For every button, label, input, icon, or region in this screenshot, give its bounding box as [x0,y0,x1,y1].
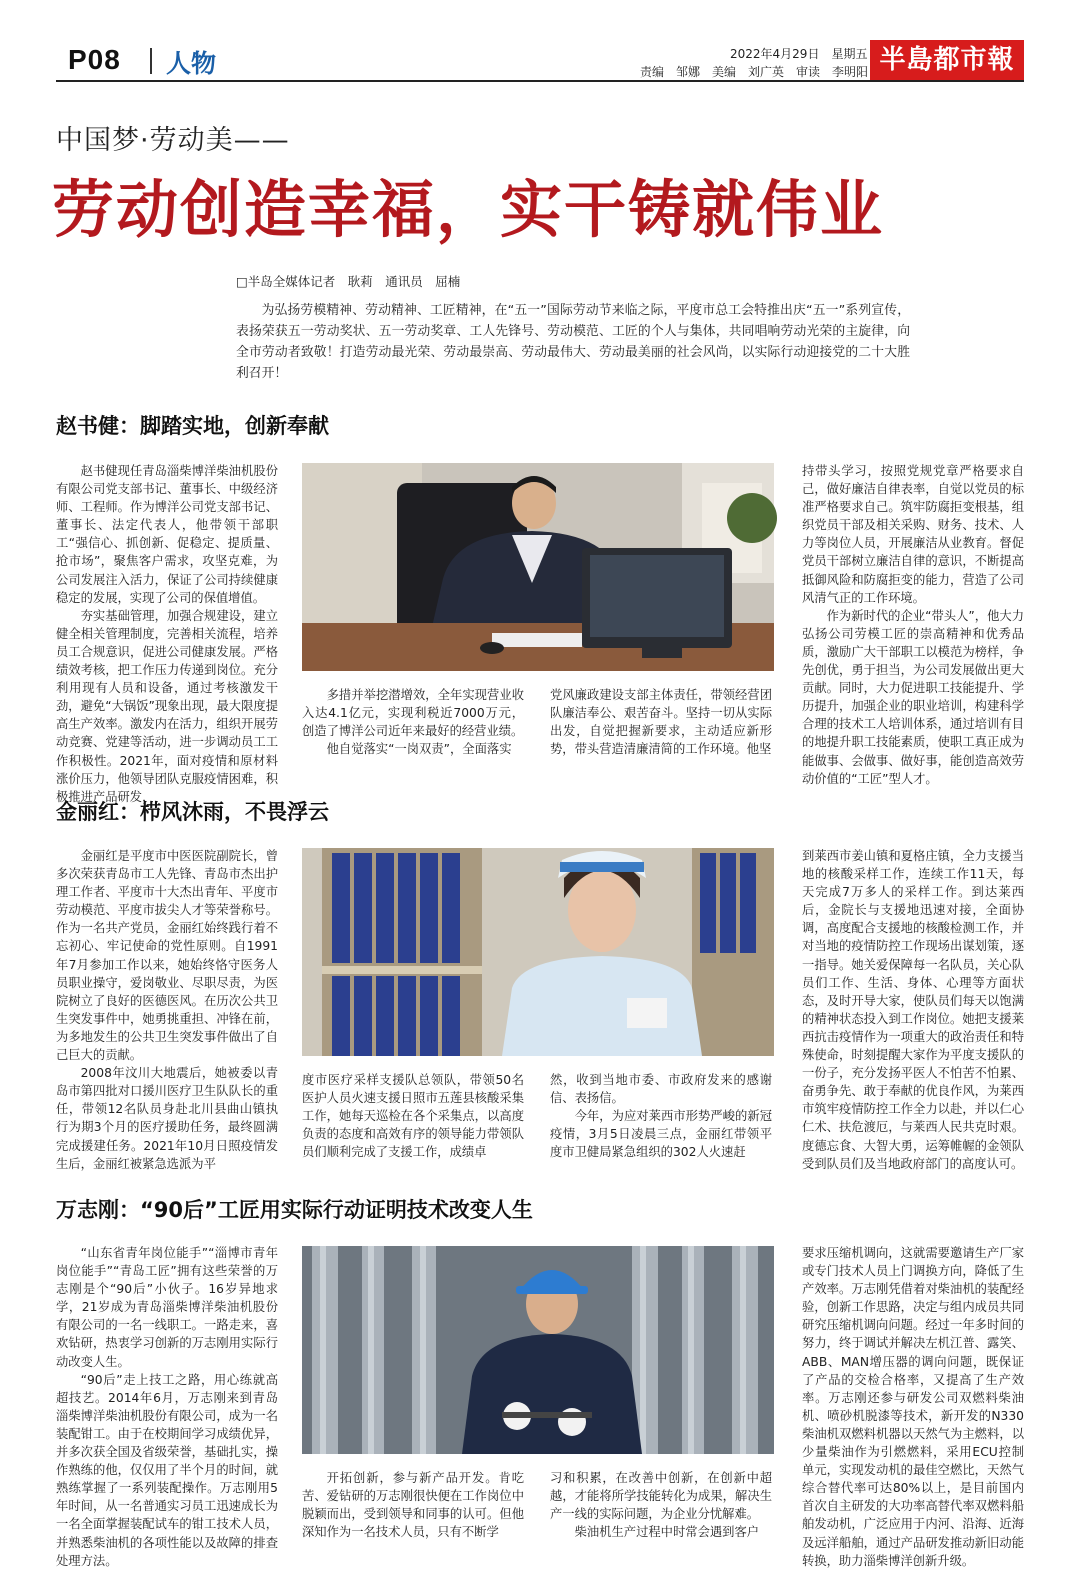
section-2-col-1: 金丽红是平度市中医医院副院长，曾多次荣获青岛市工人先锋、青岛市杰出护理工作者、平度市十大杰出青年、平度市劳动模范、平度市拔尖人才等荣誉称号。作为一名共产党员，金丽红始终践行着不忘初心、牢记使命的党性原则。自1991年7月参加工作以来，她始终恪守医务人员职业操守，爱岗敬业、尽职尽责，为医院树立了良好的医德医风。在历次公共卫生突发事件中，她勇挑重担、冲锋在前，为多地发生的公共卫生突发事件做出了自己巨大的贡献。 2008年汶川大地震后，她被委以青岛市第四批对口援川医疗卫生队队长的重任，带领12名队员身赴北川县曲山镇执行为期3个月的医疗援助任务，最终圆满完成援建任务。2021年10月日照疫情发生后，金丽红被紧急选派为平 [56,849,278,1171]
editor-credits: 责编 邹娜 美编 刘广英 审读 李明阳 [640,65,869,79]
section-3-title: 万志刚：“90后”工匠用实际行动证明技术改变人生 [56,1198,533,1222]
page-number: P08 [68,44,121,75]
section-2-col-3: 然，收到当地市委、市政府发来的感谢信、表扬信。 今年，为应对莱西市形势严峻的新冠疫情，3月5日凌晨三点，金丽红带领平度市卫健局紧急组织的302人火速赶 [550,1073,772,1160]
section-1-title: 赵书健：脚踏实地，创新奉献 [56,414,329,438]
header-rule [56,80,1024,82]
section-1-col-1: 赵书健现任青岛淄柴博洋柴油机股份有限公司党支部书记、董事长、中级经济师、工程师。作为博洋公司党支部书记、董事长、法定代表人，他带领干部职工“强信心、抓创新、促稳定、提质量、抢市场”，聚焦客户需求，攻坚克难，为公司发展注入活力，保证了公司持续健康稳定的发展，实现了公司的保值增值。 夯实基础管理，加强合规建设，建立健全相关管理制度，完善相关流程，培养员工合规意识，促进公司健康发展。严格绩效考核，把工作压力传递到岗位。充分利用现有人员和设备，通过考核激发干劲，避免“大锅饭”现象出现，最大限度提高生产效率。激发内在活力，组织开展劳动竞赛、党建等活动，进一步调动员工工作积极性。2021年，面对疫情和原材料涨价压力，他领导团队克服疫情困难，积极推进产品研发， [56,464,278,804]
section-label: 人物 [166,49,217,78]
section-1-photo [302,463,774,671]
worker-in-hardhat-photo [302,1246,774,1454]
section-3-col-2: 开拓创新，参与新产品开发。肯吃苦、爱钻研的万志刚很快便在工作岗位中脱颖而出，受到领导和同事的认可。但他深知作为一名技术人员，只有不断学 [302,1471,524,1540]
intro-paragraph: 为弘扬劳模精神、劳动精神、工匠精神，在“五一”国际劳动节来临之际，平度市总工会特推出庆“五一”系列宣传，表扬荣获五一劳动奖状、五一劳动奖章、工人先锋号、劳动模范、工匠的个人与集体，共同唱响劳动光荣的主旋律，向全市劳动者致敬！打造劳动最光荣、劳动最崇高、劳动最伟大、劳动最美丽的社会风尚，以实际行动迎接党的二十大胜利召开！ [236,303,910,381]
section-3-col-3: 习和积累，在改善中创新，在创新中超越，才能将所学技能转化为成果，解决生产一线的实际问题，为企业分忧解难。 柴油机生产过程中时常会遇到客户 [550,1471,772,1540]
section-3-col-1: “山东省青年岗位能手”“淄博市青年岗位能手”“青岛工匠”拥有这些荣誉的万志刚是个“90后”小伙子。16岁异地求学，21岁成为青岛淄柴博洋柴油机股份有限公司的一名一线职工。一路走来，喜欢钻研，热衷学习创新的万志刚用实际行动改变人生。 “90后”走上技工之路，用心练就高超技艺。2014年6月，万志刚来到青岛淄柴博洋柴油机股份有限公司，成为一名装配钳工。由于在校期间学习成绩优异，并多次获全国及省级荣誉，基础扎实，操作熟练的他，仅仅用了半个月的时间，就熟练掌握了一系列装配操作。万志刚用5年时间，从一名普通实习员工迅速成长为一名全面掌握装配试车的钳工技术人员，并熟悉柴油机的各项性能以及故障的排查处理方法。 [56,1246,278,1568]
section-1-col-2: 多措并举挖潜增效，全年实现营业收入达4.1亿元，实现利税近7000万元，创造了博洋公司近年来最好的经营业绩。 他自觉落实“一岗双责”，全面落实 [302,688,524,757]
man-at-office-desk-photo [302,463,774,671]
issue-date: 2022年4月29日 星期五 [730,47,868,61]
section-2-col-2: 度市医疗采样支援队总领队，带领50名医护人员火速支援日照市五莲县核酸采集工作，她每天巡检在各个采集点，以高度负责的态度和高效有序的领导能力带领队员们顺利完成了支援工作，成绩卓 [302,1073,524,1160]
section-1-col-4: 持带头学习，按照党规党章严格要求自己，做好廉洁自律表率，自觉以党员的标准严格要求自己。筑牢防腐拒变根基，组织党员干部及相关采购、财务、技术、人力等岗位人员，开展廉洁从业教育。督促党员干部树立廉洁自律的意识，不断提高抵御风险和防腐拒变的能力，营造了公司风清气正的工作环境。 作为新时代的企业“带头人”，他大力弘扬公司劳模工匠的崇高精神和优秀品质，激励广大干部职工以模范为榜样，争先创优，勇于担当，为公司发展做出更大贡献。同时，大力促进职工技能提升、学历提升，加强企业的职业培训，构建科学合理的技术工人培训体系，通过培训有目的地提升职工技能素质，使职工真正成为能做事、会做事、做好事，能创造高效劳动价值的“工匠”型人才。 [802,464,1024,786]
section-2-title: 金丽红：栉风沐雨，不畏浮云 [56,800,329,824]
section-2-col-4: 到莱西市姜山镇和夏格庄镇，全力支援当地的核酸采样工作，连续工作11天，每天完成7万多人的采样工作。到达莱西后，金院长与支援地迅速对接，全面协调，高度配合支援地的核酸检测工作，并对当地的疫情防控工作现场出谋划策，逐一指导。她关爱保障每一名队员，关心队员们工作、生活、身体、心理等方面状态，及时开导大家，使队员们每天以饱满的精神状态投入到工作岗位。她把支援莱西抗击疫情作为一项重大的政治责任和特殊使命，时刻提醒大家作为平度支援队的一份子，充分发扬平医人不怕苦不怕累、奋勇争先、敢于奉献的优良作风，为莱西市筑牢疫情防控工作全力以赴，并以仁心仁术、扶危渡厄，与莱西人民共克时艰。度德忘食、大智大勇，运筹帷幄的金领队受到队员们及当地政府部门的高度认可。 [802,849,1024,1171]
byline: □半岛全媒体记者 耿莉 通讯员 屈楠 [236,274,461,289]
section-1-col-3: 党风廉政建设支部主体责任，带领经营团队廉洁奉公、艰苦奋斗。坚持一切从实际出发，自觉把握新要求，主动适应新形势，带头营造清廉清简的工作环境。他坚 [550,688,772,757]
headline-kicker: 中国梦·劳动美—— [56,125,290,156]
main-headline: 劳动创造幸福，实干铸就伟业 [52,173,885,246]
section-2-photo [302,848,774,1056]
newspaper-logo: 半島都市報 [870,40,1024,80]
section-3-col-4: 要求压缩机调向，这就需要邀请生产厂家或专门技术人员上门调换方向，降低了生产效率。万志刚凭借着对柴油机的装配经验，创新工作思路，决定与组内成员共同研究压缩机调向问题。经过一年多时间的努力，终于调试并解决左机江普、露笑、ABB、MAN增压器的调向问题，既保证了产品的交检合格率，又提高了生产效率。万志刚还参与研发公司双燃料柴油机、喷砂机脱漆等技术，新开发的N330柴油机双燃料机器以天然气为主燃料，以少量柴油作为引燃燃料，采用ECU控制单元，实现发动机的最佳空燃比，天然气综合替代率可达80%以上，是目前国内首次自主研发的大功率高替代率双燃料船舶发动机，广泛应用于内河、沿海、近海及远洋船舶，通过产品研发推动新旧动能转换，助力淄柴博洋创新升级。 [802,1246,1024,1568]
header-divider [150,48,152,74]
nurse-portrait-photo [302,848,774,1056]
section-3-photo [302,1246,774,1454]
